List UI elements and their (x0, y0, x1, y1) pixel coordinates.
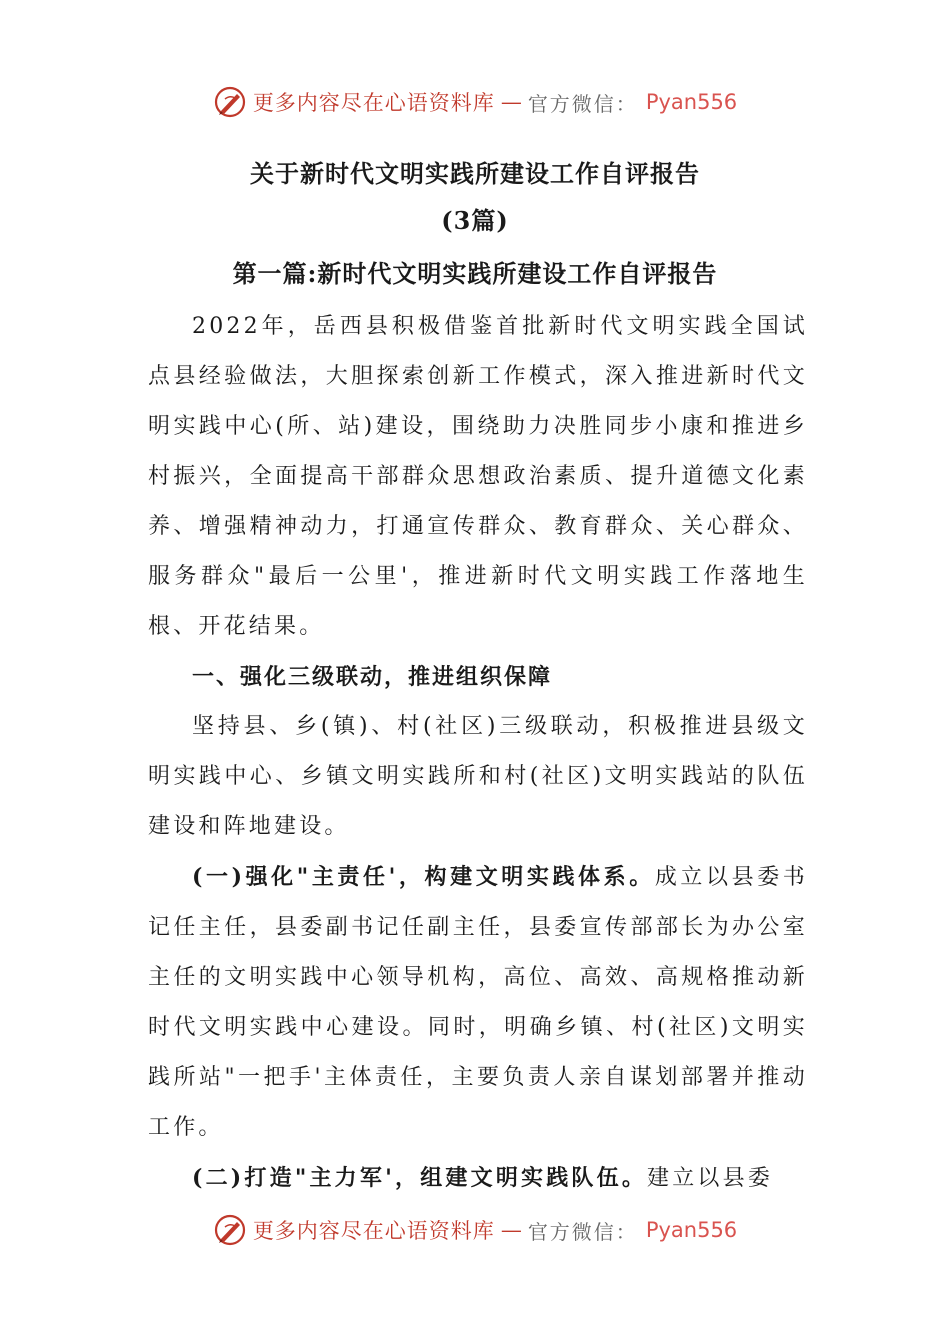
item1-text: 成立以县委书记任主任，县委副书记任副主任，县委宣传部部长为办公室主任的文明实践中心领导机构，高位、高效、高规格推动新时代文明实践中心建设。同时，明确乡镇、村(社区)文明实践所站"一把手'主体责任，主要负责人亲自谋划部署并推动工作。 (148, 865, 808, 1140)
item2-paragraph (148, 1153, 808, 1204)
item1-paragraph (148, 852, 808, 1153)
banner-dash: — (500, 90, 522, 114)
watermark-banner-bottom (0, 1210, 950, 1250)
banner-contact-label: 官方微信： (527, 91, 638, 116)
banner-contact-id: Pyan556 (645, 1218, 738, 1242)
banner-contact-label: 官方微信： (527, 1219, 638, 1244)
section1-paragraph: 坚持县、乡(镇)、村(社区)三级联动，积极推进县级文明实践中心、乡镇文明实践所和村(社区)文明实践站的队伍建设和阵地建设。 (148, 714, 808, 839)
item2-lead: (二)打造"主力军'，组建文明实践队伍。 (192, 1165, 648, 1191)
pen-logo-icon (213, 85, 247, 119)
watermark-banner-top (0, 82, 950, 122)
document-subtitle: (3篇) (441, 206, 509, 235)
banner-contact-id: Pyan556 (645, 90, 738, 114)
chapter-title: 第一篇:新时代文明实践所建设工作自评报告 (232, 259, 718, 288)
banner-main-text: 更多内容尽在心语资料库 (252, 91, 495, 115)
banner-main-text: 更多内容尽在心语资料库 (252, 1219, 495, 1243)
intro-paragraph: 2022年，岳西县积极借鉴首批新时代文明实践全国试点县经验做法，大胆探索创新工作模式，深入推进新时代文明实践中心(所、站)建设，围绕助力决胜同步小康和推进乡村振兴，全面提高干部群众思想政治素质、提升道德文化素养、增强精神动力，打通宣传群众、教育群众、关心群众、服务群众"最后一公里'，推进新时代文明实践工作落地生根、开花结果。 (148, 314, 808, 639)
pen-logo-icon (213, 1213, 247, 1247)
document-title: 关于新时代文明实践所建设工作自评报告 (250, 159, 700, 188)
section1-heading: 一、强化三级联动，推进组织保障 (192, 664, 553, 690)
document-body (148, 302, 808, 1204)
item1-lead: (一)强化"主责任'，构建文明实践体系。 (192, 864, 655, 890)
item2-text: 建立以县委 (647, 1166, 774, 1191)
banner-dash: — (500, 1218, 522, 1242)
